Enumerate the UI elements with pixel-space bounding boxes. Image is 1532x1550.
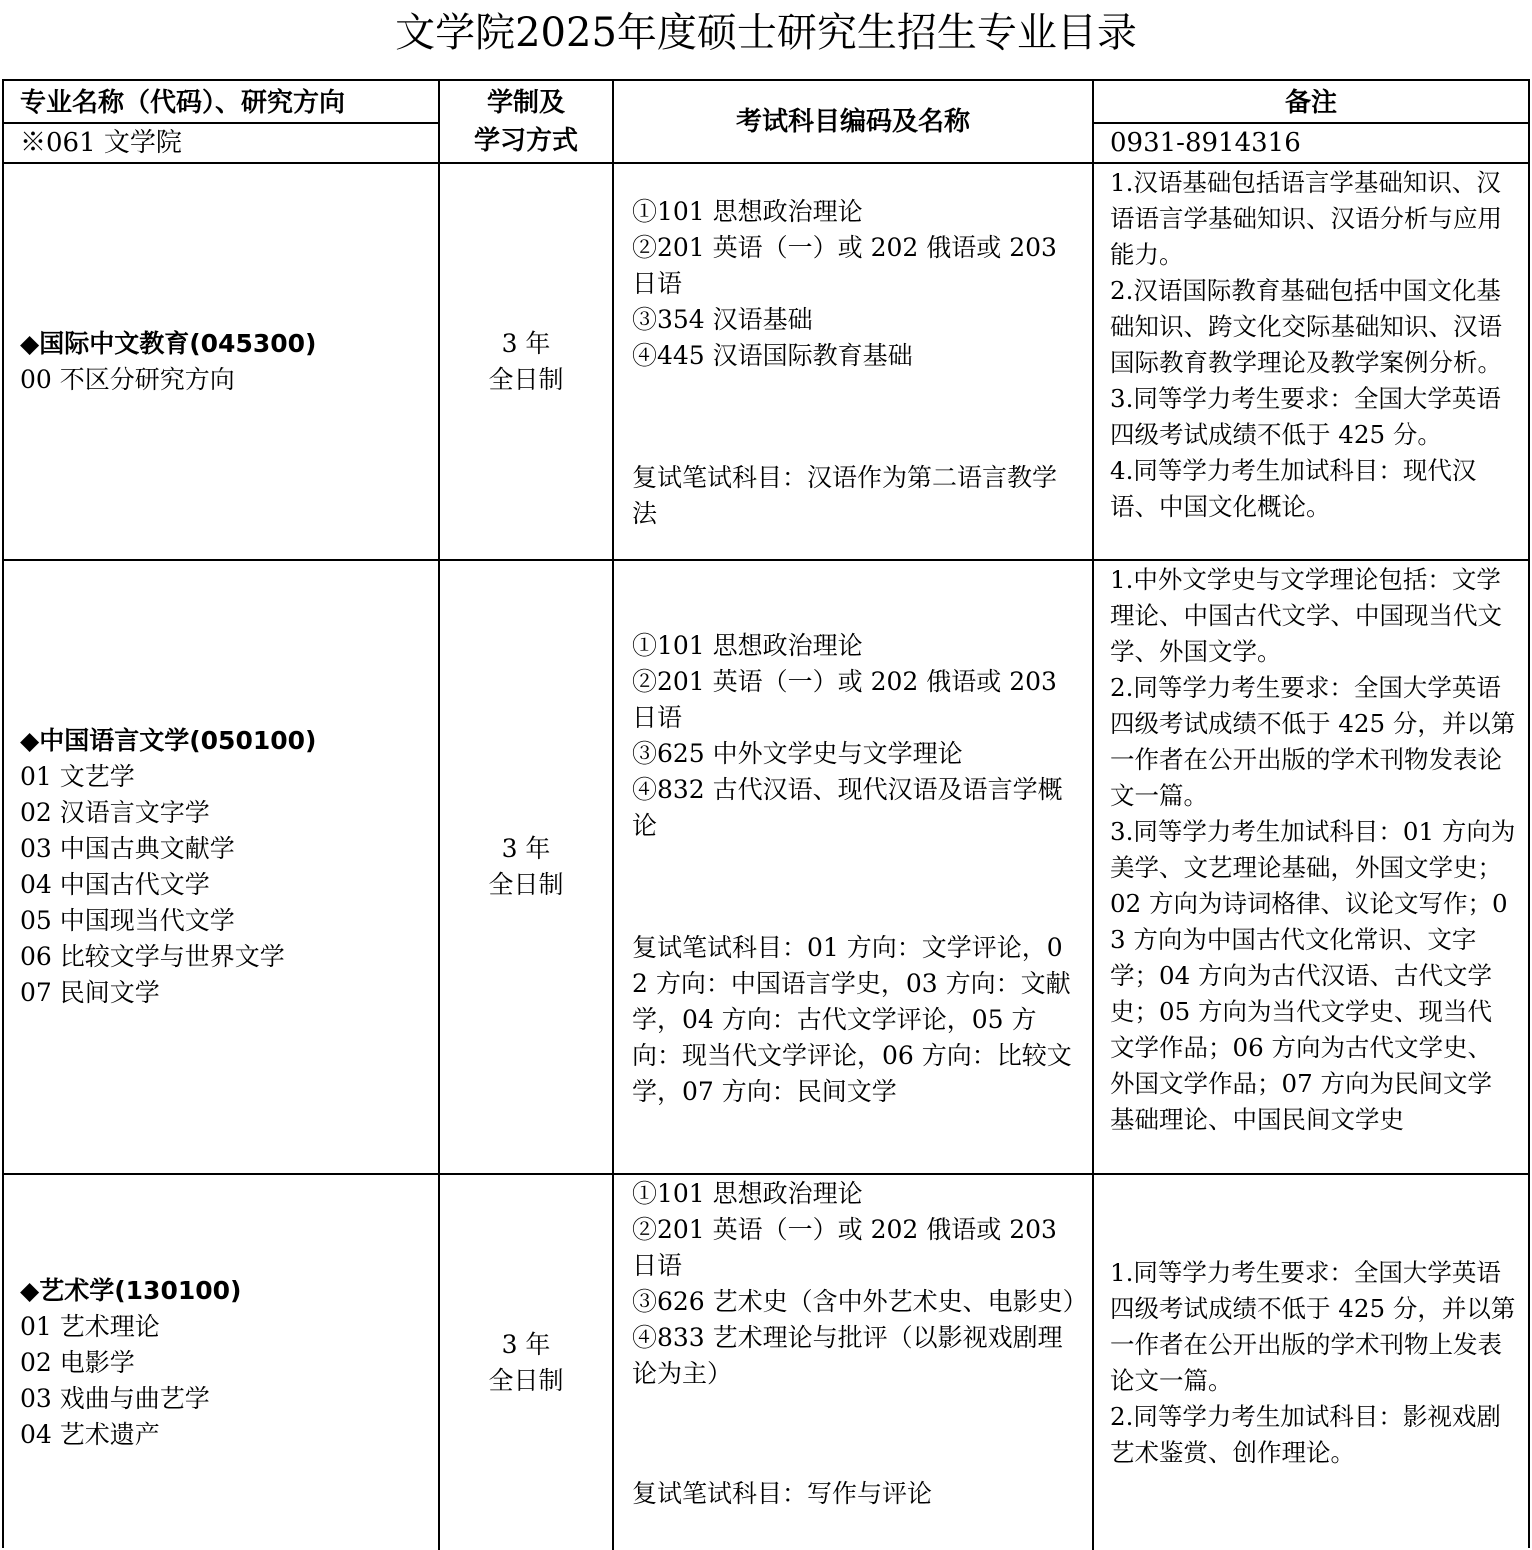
header-major xyxy=(20,83,438,123)
note-item: 3.同等学力考生要求：全国大学英语四级考试成绩不低于 425 分。 xyxy=(1110,384,1501,449)
header-major-label: 专业名称（代码）、研究方向 xyxy=(20,88,346,118)
study-mode: 全日制 xyxy=(488,870,564,899)
direction-item: 02 电影学 xyxy=(20,1347,135,1377)
study-mode: 全日制 xyxy=(488,1365,564,1395)
note-item: 2.同等学力考生加试科目：影视戏剧艺术鉴赏、创作理论。 xyxy=(1110,1401,1501,1467)
note-item: 1.同等学力考生要求：全国大学英语四级考试成绩不低于 425 分，并以第一作者在公开出版的学术刊物上发表论文一篇。 xyxy=(1110,1257,1516,1395)
major-name: ◆中国语言文学(050100) xyxy=(20,726,317,755)
header-duration-line1: 学制及 xyxy=(486,88,565,118)
exam-subject: ④832 古代汉语、现代汉语及语言学概论 xyxy=(632,775,1063,840)
note-item: 1.中外文学史与文学理论包括：文学理论、中国古代文学、中国现当代文学、外国文学。 xyxy=(1110,565,1502,666)
header-duration xyxy=(440,82,612,162)
note-item: 2.同等学力考生要求：全国大学英语四级考试成绩不低于 425 分，并以第一作者在公开出版的学术刊物发表论文一篇。 xyxy=(1110,673,1516,810)
retest-subjects: 复试笔试科目：汉语作为第二语言教学法 xyxy=(632,463,1058,528)
exam-subject: ①101 思想政治理论 xyxy=(632,1179,863,1208)
row1-major-cell xyxy=(20,164,438,559)
header-college xyxy=(20,124,438,162)
row3-notes-cell xyxy=(1110,1175,1516,1550)
note-item: 1.汉语基础包括语言学基础知识、汉语语言学基础知识、汉语分析与应用能力。 xyxy=(1110,168,1502,269)
header-college-label: ※061 文学院 xyxy=(20,128,182,158)
exam-subject: ③625 中外文学史与文学理论 xyxy=(632,739,963,768)
column-divider-2 xyxy=(612,80,614,1550)
direction-item: 01 艺术理论 xyxy=(20,1311,160,1341)
row1-notes-cell xyxy=(1110,165,1516,559)
note-item: 2.汉语国际教育基础包括中国文化基础知识、跨文化交际基础知识、汉语国际教育教学理论及教学案例分析。 xyxy=(1110,276,1502,377)
header-notes-label: 备注 xyxy=(1284,88,1337,118)
retest-subjects: 复试笔试科目：01 方向：文学评论，02 方向：中国语言学史，03 方向：文献学，04 方向：古代文学评论，05 方向：现当代文学评论，06 方向：比较文学，07 方向：民间文学 xyxy=(632,933,1072,1106)
duration-years: 3 年 xyxy=(501,328,551,358)
direction-item: 01 文艺学 xyxy=(20,762,135,791)
row2-duration-cell xyxy=(440,561,612,1173)
row2-major-cell xyxy=(20,561,438,1173)
duration-years: 3 年 xyxy=(501,834,551,863)
column-divider-3 xyxy=(1092,80,1094,1550)
exam-subject: ①101 思想政治理论 xyxy=(632,631,863,660)
exam-subject: ④445 汉语国际教育基础 xyxy=(632,341,913,370)
row1-subjects-cell xyxy=(632,194,1078,559)
exam-subject: ①101 思想政治理论 xyxy=(632,197,863,226)
major-name: ◆艺术学(130100) xyxy=(20,1275,242,1305)
direction-item: 03 戏曲与曲艺学 xyxy=(20,1383,210,1413)
header-subjects xyxy=(614,82,1092,162)
row2-subjects-cell xyxy=(632,628,1078,1173)
header-duration-line2: 学习方式 xyxy=(473,126,578,156)
direction-item: 00 不区分研究方向 xyxy=(20,364,235,394)
header-subjects-label: 考试科目编码及名称 xyxy=(735,107,970,137)
row1-duration-cell xyxy=(440,164,612,559)
direction-item: 05 中国现当代文学 xyxy=(20,906,235,935)
exam-subject: ④833 艺术理论与批评（以影视戏剧理论为主） xyxy=(632,1323,1063,1388)
header-phone-number: 0931-8914316 xyxy=(1110,128,1301,158)
header-phone xyxy=(1110,124,1526,162)
study-mode: 全日制 xyxy=(488,364,564,394)
exam-subject: ③626 艺术史（含中外艺术史、电影史） xyxy=(632,1287,1088,1316)
note-item: 4.同等学力考生加试科目：现代汉语、中国文化概论。 xyxy=(1110,456,1477,521)
header-notes xyxy=(1094,83,1528,123)
exam-subject: ③354 汉语基础 xyxy=(632,305,813,334)
exam-subject: ②201 英语（一）或 202 俄语或 203 日语 xyxy=(632,1215,1057,1280)
direction-item: 06 比较文学与世界文学 xyxy=(20,942,285,971)
page-title: 文学院2025年度硕士研究生招生专业目录 xyxy=(395,10,1137,56)
direction-item: 02 汉语言文字学 xyxy=(20,798,210,827)
row3-major-cell xyxy=(20,1175,438,1550)
duration-years: 3 年 xyxy=(501,1329,551,1359)
direction-item: 04 艺术遗产 xyxy=(20,1419,160,1449)
exam-subject: ②201 英语（一）或 202 俄语或 203 日语 xyxy=(632,667,1057,732)
note-item: 3.同等学力考生加试科目：01 方向为美学、文艺理论基础，外国文学史；02 方向为诗词格律、议论文写作；03 方向为中国古代文化常识、文字学；04 方向为古代汉语、古代文学史；05 方向为当代文学史、现当代文学作品；06 方向为古代文学史、外国文学作品；07 方向为民间文学基础理论、中国民间文学史 xyxy=(1110,817,1516,1134)
exam-subject: ②201 英语（一）或 202 俄语或 203 日语 xyxy=(632,233,1057,298)
row2-notes-cell xyxy=(1110,562,1516,1173)
direction-item: 04 中国古代文学 xyxy=(20,870,210,899)
row3-duration-cell xyxy=(440,1175,612,1550)
retest-subjects: 复试笔试科目：写作与评论 xyxy=(632,1479,933,1508)
major-name: ◆国际中文教育(045300) xyxy=(20,328,317,358)
row3-subjects-cell xyxy=(632,1176,1088,1550)
direction-item: 07 民间文学 xyxy=(20,978,160,1007)
direction-item: 03 中国古典文献学 xyxy=(20,834,235,863)
